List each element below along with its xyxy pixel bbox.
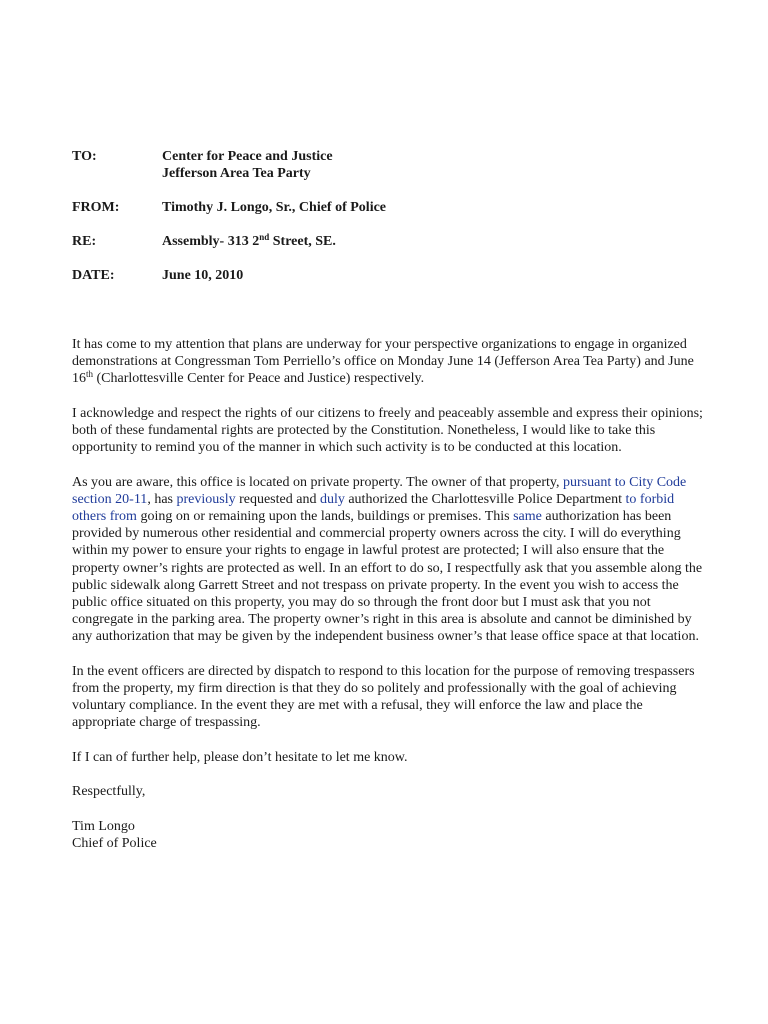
memo-date-row xyxy=(72,267,712,284)
re-suffix: Street, SE. xyxy=(269,234,336,249)
paragraph-5: If I can of further help, please don’t hesitate to let me know. xyxy=(72,749,408,765)
link-duly[interactable]: duly xyxy=(319,491,345,507)
memo-re-row xyxy=(72,233,712,250)
link-forbid-others[interactable]: to forbid others from xyxy=(72,491,675,524)
re-prefix: Assembly- 313 2 xyxy=(162,234,260,249)
paragraph-1: It has come to my attention that plans are underway for your perspective organizations to engage in organized demonstrations at Congressman Tom Perriello’s office on Monday June 14 (Jefferson Area Tea Party) and June 16th (Charlottesville Center for Peace and Justice) respectively. xyxy=(72,337,694,387)
signature-name: Tim Longo xyxy=(72,818,135,834)
memo-to-row-2 xyxy=(72,165,712,182)
date-label: DATE: xyxy=(72,268,115,283)
from-label: FROM: xyxy=(72,200,120,215)
re-value xyxy=(162,233,712,250)
paragraph-4: In the event officers are directed by dispatch to respond to this location for the purpose of removing trespassers from the property, my firm direction is that they do so politely and professionally with the goal of achieving voluntary compliance. In the event they are met with a refusal, they will enforce the law and place the appropriate charge of trespassing. xyxy=(72,663,695,731)
link-previously[interactable]: previously xyxy=(176,491,236,507)
to-recipient-1: Center for Peace and Justice xyxy=(162,149,333,164)
to-label: TO: xyxy=(72,149,97,164)
letter-body xyxy=(72,336,704,852)
re-label: RE: xyxy=(72,234,97,249)
link-same[interactable]: same xyxy=(513,509,542,524)
memo-header xyxy=(72,148,712,284)
to-recipient-2: Jefferson Area Tea Party xyxy=(162,166,311,181)
paragraph-3: As you are aware, this office is located on private property. The owner of that property, pursuant to City Code section 20-11, has previously requested and duly authorized the Charlottesville Police Department to forbid others from going on or remaining upon the lands, buildings or premises. This same authorization has been provided by numerous other residential and commercial property owners across the city. I will do everything within my power to ensure your rights to engage in lawful protest are protected; I will also ensure that the property owner’s rights are protected as well. In an effort to do so, I respectfully ask that you assemble along the public sidewalk along Garrett Street and not trespass on private property. In the event you wish to access the public office situated on this property, you may do so through the front door but I must ask that you not congregate in the parking area. The property owner’s right in this area is absolute and cannot be diminished by any authorization that may be given by the independent business owner’s that lease office space at that location. xyxy=(72,474,703,645)
signature-block xyxy=(72,818,704,852)
paragraph-2: I acknowledge and respect the rights of our citizens to freely and peaceably assemble and express their opinions; both of these fundamental rights are protected by the Constitution. Nonetheless, I would like to take this opportunity to remind you of the manner in which such activity is to be conducted at this location. xyxy=(72,405,703,456)
date-value: June 10, 2010 xyxy=(162,268,244,283)
link-city-code[interactable]: pursuant to City Code section 20-11 xyxy=(72,474,687,507)
from-value: Timothy J. Longo, Sr., Chief of Police xyxy=(162,200,387,215)
re-sup: nd xyxy=(259,232,270,242)
closing: Respectfully, xyxy=(72,784,146,800)
memo-from-row xyxy=(72,199,712,216)
memo-to-row xyxy=(72,148,712,165)
signature-title: Chief of Police xyxy=(72,835,157,851)
